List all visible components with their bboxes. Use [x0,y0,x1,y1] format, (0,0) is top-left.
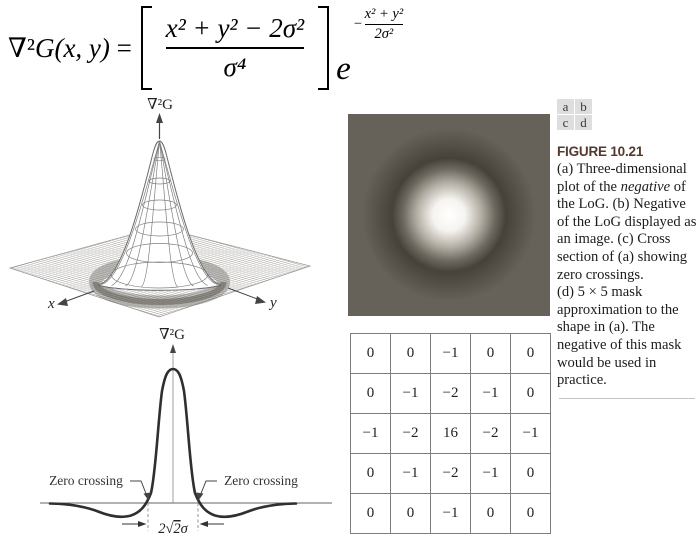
indicator-c: c [557,115,574,130]
mask-cell: 0 [511,374,550,413]
caption-italic-word: negative [620,178,671,195]
y-axis-arrow [228,288,266,304]
mask-cell: 0 [351,374,390,413]
equation-lhs [8,33,139,64]
mask-cell: 0 [471,494,510,533]
mask-cell: −2 [391,414,430,453]
right-bracket [318,6,329,90]
plot3d-axis-label: ∇²G [147,97,173,113]
mask-cell: −1 [431,494,470,533]
mask-cell: 0 [511,454,550,493]
figure-caption-text [557,161,697,390]
zero-crossing-leader-left [130,481,151,501]
exponent-sign: − [352,15,363,32]
figure-number-heading: FIGURE 10.21 [557,144,644,159]
log-peak-mesh [98,141,221,290]
equation-g: G(x, y) [34,32,110,63]
y-axis-label: y [270,295,277,311]
mask-cell: −2 [431,454,470,493]
main-fraction [154,13,317,83]
exponent-denominator: 2σ² [374,25,394,42]
x-axis-arrowhead [57,298,68,306]
indicator-d: d [575,115,592,130]
width-label: 2√2σ [158,521,188,536]
z-axis-arrow [156,113,163,139]
mask-cell: 0 [511,334,550,373]
log-negative-image [348,114,550,316]
mask-cell: 0 [351,494,390,533]
caption-part3: (d) 5 × 5 mask approximation to the shape in (a). The negative of this mask would be used in practice. [557,284,682,389]
nabla-symbol: ∇² [8,32,35,63]
mask-cell: −2 [431,374,470,413]
indicator-a: a [557,99,574,114]
exponent-fraction [363,6,406,43]
log-mask-table [350,333,551,534]
fraction-denominator: σ⁴ [223,52,247,82]
y-axis-arrowhead [255,296,266,304]
mask-cell: 0 [511,494,550,533]
mask-cell: −1 [511,414,550,453]
cross-y-arrowhead [170,344,176,353]
caption-part2: of the LoG. (b) Negative of the LoG displayed as an image. (c) Cross section of (a) showing zero crossings. [557,178,697,283]
equals-sign: = [109,32,139,63]
fraction-numerator: x² + y² − 2σ² [165,13,305,43]
zero-crossing-label-left: Zero crossing [49,473,123,488]
log-equation [8,4,405,92]
caption-rule [559,398,695,399]
mask-cell: −1 [471,374,510,413]
figure-layout-indicator [557,99,697,130]
figure-caption-column [557,99,697,407]
exponent-fraction-bar [365,24,404,25]
x-axis-label: x [48,296,55,312]
cross-axis-label: ∇²G [159,327,185,343]
log-3d-plot [2,95,337,325]
mask-cell: 0 [351,334,390,373]
exponent [353,6,405,43]
fraction-bar [166,47,305,49]
mask-cell: −1 [431,334,470,373]
z-axis-arrowhead [156,113,163,123]
zero-crossing-leader-right [197,481,218,501]
mask-cell: 0 [391,494,430,533]
indicator-b: b [575,99,592,114]
mask-cell: −2 [471,414,510,453]
mask-cell: −1 [391,454,430,493]
caption-part1: (a) Three-dimensional plot of the [557,161,687,195]
cross-section-plot [0,325,345,536]
mask-cell: 16 [431,414,470,453]
mask-cell: 0 [471,334,510,373]
exponent-numerator: x² + y² [364,5,404,22]
mask-cell: −1 [391,374,430,413]
left-bracket [141,6,152,90]
x-axis-arrow [57,291,94,306]
exponential-e: e [336,51,351,87]
mask-cell: −1 [351,414,390,453]
mask-cell: −1 [471,454,510,493]
mask-cell: 0 [391,334,430,373]
mask-cell: 0 [351,454,390,493]
zero-crossing-label-right: Zero crossing [224,473,298,488]
